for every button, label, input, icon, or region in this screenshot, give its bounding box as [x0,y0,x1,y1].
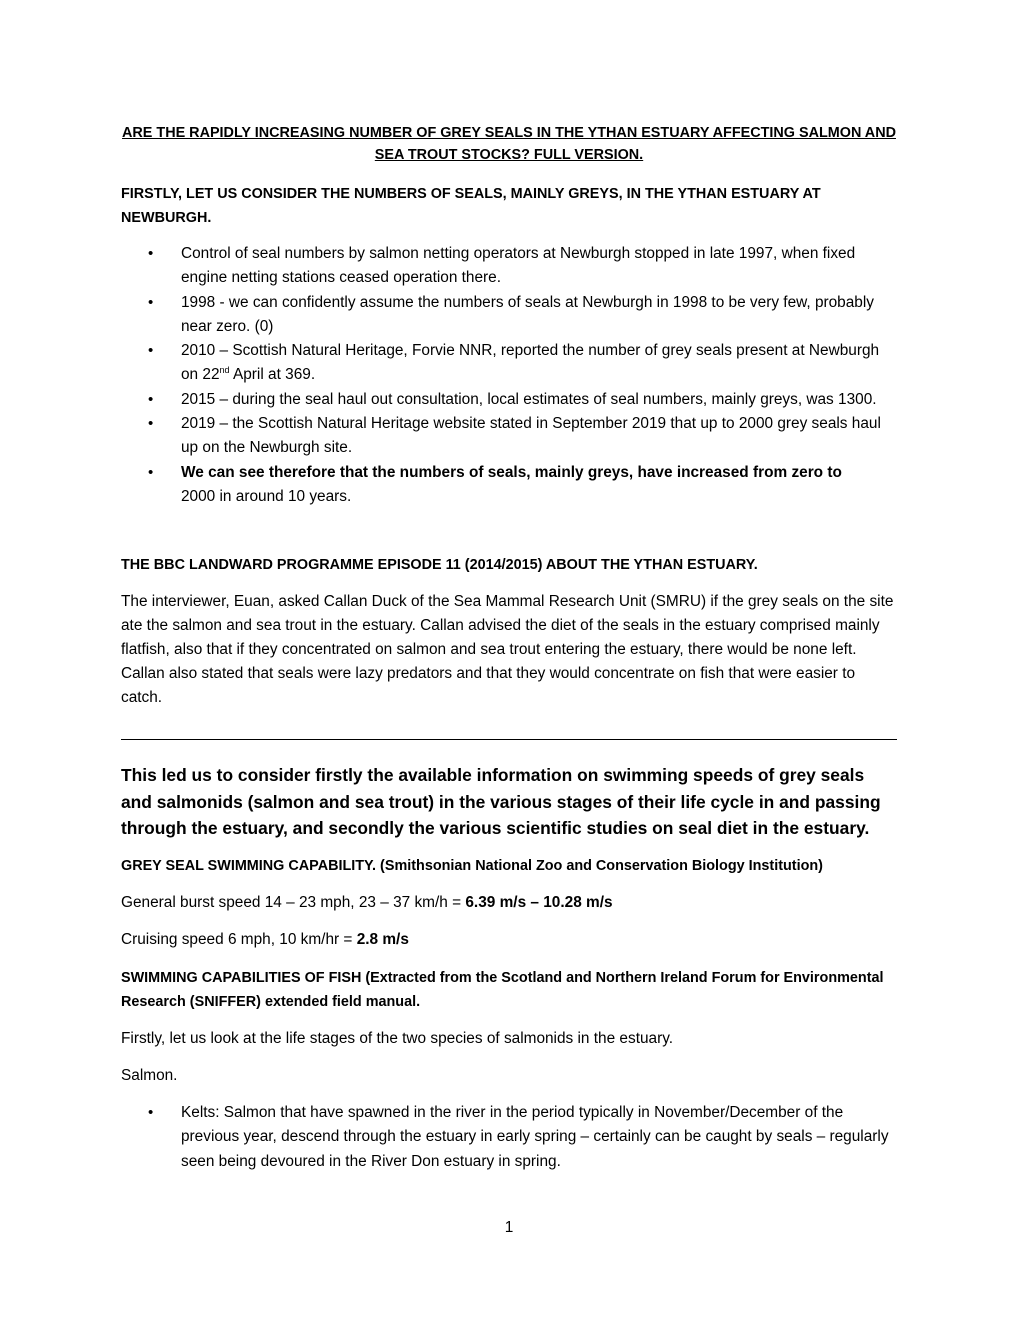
section-seal-swimming [121,854,897,952]
bbc-paragraph: The interviewer, Euan, asked Callan Duck of the Sea Mammal Research Unit (SMRU) if the grey seals on the site ate the salmon and sea trout in the estuary. Callan advised the diet of the seals in the estuary comprised mainly flatfish, also that if they concentrated on salmon and sea trout entering the estuary, there would be none left. Callan also stated that seals were lazy predators and that they would concentrate on fish that were easier to catch. [121,593,894,706]
cruising-speed-line: Cruising speed 6 mph, 10 km/hr = 2.8 m/s [121,931,409,948]
list-item: • Control of seal numbers by salmon netting operators at Newburgh stopped in late 1997, when fixed engine netting stations ceased operation there. [148,245,856,287]
intro-block [121,762,897,842]
list-item: • 2010 – Scottish Natural Heritage, Forvie NNR, reported the number of grey seals present at Newburgh on 22nd April at 369. [148,342,880,384]
list-item: • 1998 - we can confidently assume the numbers of seals at Newburgh in 1998 to be very few, probably near zero. (0) [148,293,874,335]
section-heading-seal-numbers: FIRSTLY, LET US CONSIDER THE NUMBERS OF SEALS, MAINLY GREYS, IN THE YTHAN ESTUARY AT NEWBURGH. [121,186,821,226]
section-heading-seal-swimming: GREY SEAL SWIMMING CAPABILITY. (Smithsonian National Zoo and Conservation Biology Institution) [121,858,823,874]
list-item: • Kelts: Salmon that have spawned in the river in the period typically in November/December of the previous year, descend through the estuary in early spring – certainly can be caught by seals – regularly seen being devoured in the River Don estuary in spring. [148,1104,889,1170]
life-stages-paragraph: Firstly, let us look at the life stages of the two species of salmonids in the estuary. [121,1030,674,1047]
burst-speed-value: 6.39 m/s – 10.28 m/s [465,894,613,911]
section-heading-bbc: THE BBC LANDWARD PROGRAMME EPISODE 11 (2014/2015) ABOUT THE YTHAN ESTUARY. [121,557,758,573]
horizontal-divider [121,739,897,740]
page-number: 1 [504,1219,514,1236]
list-item: • 2015 – during the seal haul out consultation, local estimates of seal numbers, mainly greys, was 1300. [148,390,877,408]
section-heading-fish-swimming: SWIMMING CAPABILITIES OF FISH (Extracted from the Scotland and Northern Ireland Forum for Environmental Research (SNIFFER) extended field manual. [121,970,884,1010]
burst-speed-line: General burst speed 14 – 23 mph, 23 – 37 km/h = 6.39 m/s – 10.28 m/s [121,894,613,911]
intro-statement: This led us to consider firstly the available information on swimming speeds of grey seals and salmonids (salmon and sea trout) in the various stages of their life cycle in and passing through the estuary, and secondly the various scientific studies on seal diet in the estuary. [121,765,881,838]
salmon-stages-list [121,1101,897,1174]
seal-numbers-list [121,242,897,509]
document-title: ARE THE RAPIDLY INCREASING NUMBER OF GREY SEALS IN THE YTHAN ESTUARY AFFECTING SALMON AND SEA TROUT STOCKS? FULL VERSION. [122,125,896,163]
list-item: • 2019 – the Scottish Natural Heritage website stated in September 2019 that up to 2000 grey seals haul up on the Newburgh site. [148,415,881,457]
cruising-speed-value: 2.8 m/s [356,931,409,948]
list-item: • We can see therefore that the numbers of seals, mainly greys, have increased from zero to 2000 in around 10 years. [148,463,842,505]
section-bbc [121,553,897,710]
section-fish-swimming [121,966,897,1174]
section-numbers [121,182,897,509]
salmon-label: Salmon. [121,1067,178,1084]
